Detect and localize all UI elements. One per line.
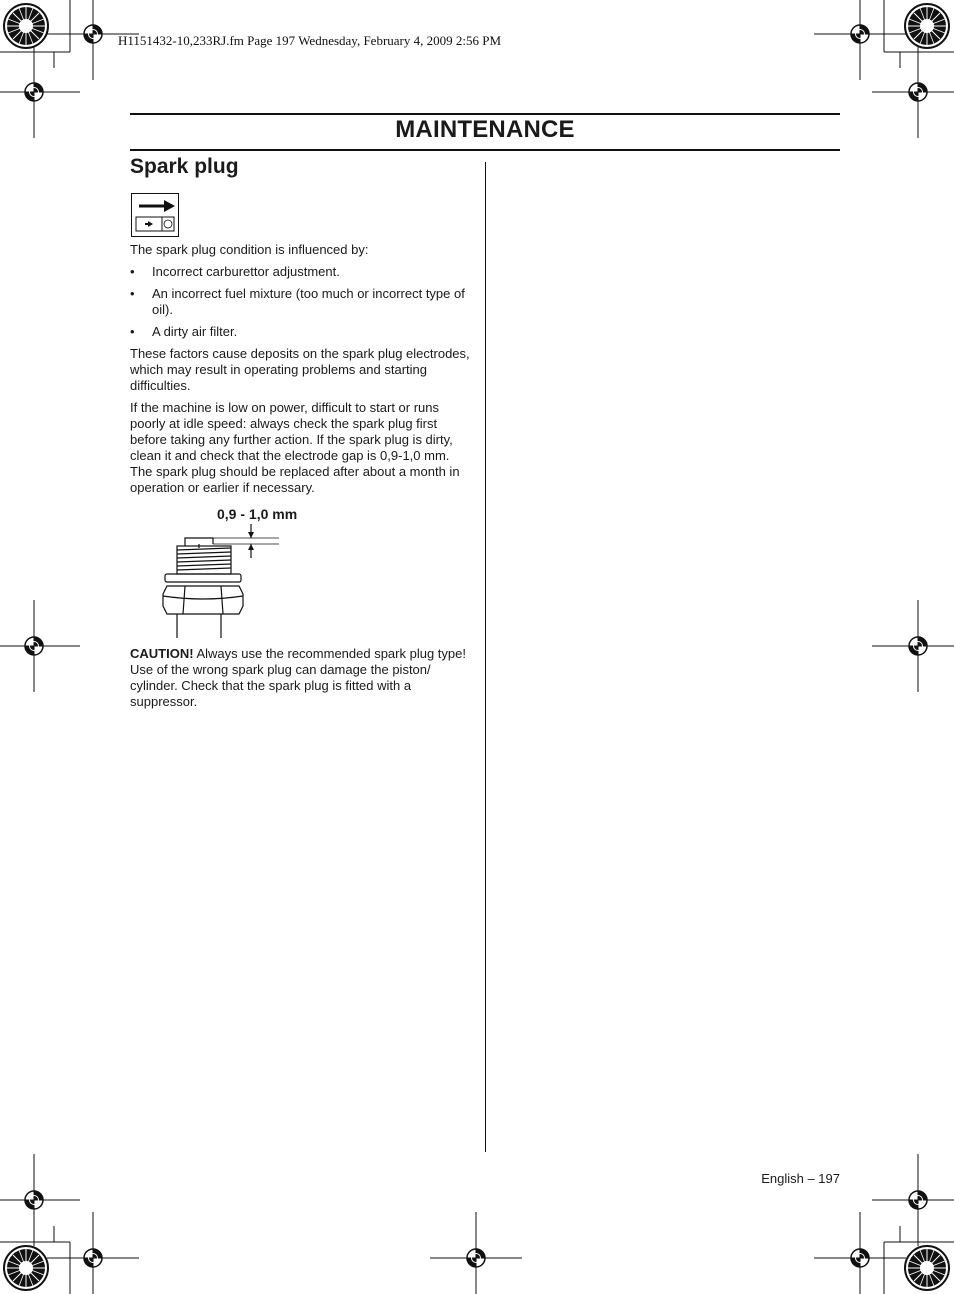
spark-plug-diagram [155,522,295,642]
list-item: A dirty air filter. [152,324,238,339]
column-divider [485,162,486,1152]
title-rule-top [130,113,840,115]
list-item: An incorrect fuel mixture (too much or incorrect type of oil). [152,286,465,317]
maintenance-arrow-icon [131,193,179,237]
paragraph-deposits: These factors cause deposits on the spark plug electrodes, which may result in operating problems and starting difficulties. [130,346,470,393]
intro-text: The spark plug condition is influenced by: [130,242,369,257]
section-title: MAINTENANCE [395,116,575,143]
bullet-marker: • [130,286,135,301]
paragraph-check: If the machine is low on power, difficult to start or runs poorly at idle speed: always check the spark plug first before taking any further action. If the spark plug is dirty, clean it and check that the electrode gap is 0,9-1,0 mm. The spark plug should be replaced after about a month in operation or earlier if necessary. [130,400,460,495]
bullet-marker: • [130,264,135,279]
caution-label: CAUTION! [130,646,194,661]
caution-note [130,646,475,710]
electrode-gap-label: 0,9 - 1,0 mm [217,506,298,522]
caution-text: Always use the recommended spark plug type! Use of the wrong spark plug can damage the piston/ cylinder. Check that the spark plug is fitted with a suppressor. [130,646,466,709]
print-header: H1151432-10,233RJ.fm Page 197 Wednesday, February 4, 2009 2:56 PM [118,33,502,48]
page-footer: English – 197 [761,1171,840,1186]
bullet-marker: • [130,324,135,339]
subsection-title: Spark plug [130,155,239,178]
title-rule-bottom [130,149,840,151]
list-item: Incorrect carburettor adjustment. [152,264,340,279]
